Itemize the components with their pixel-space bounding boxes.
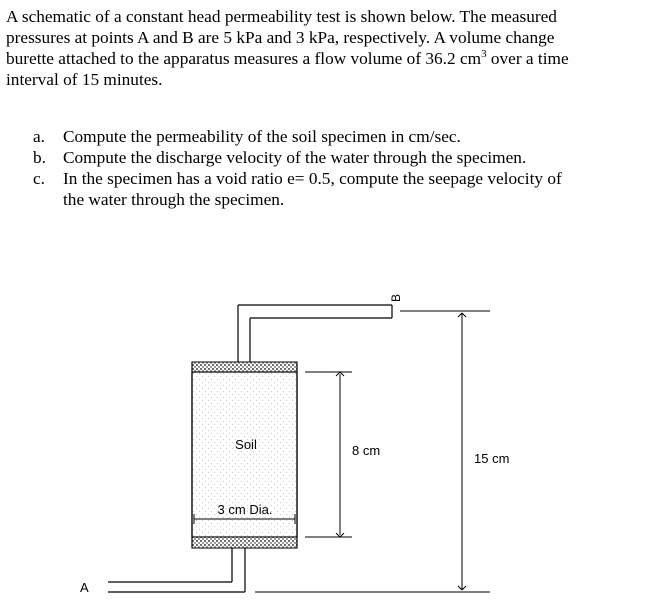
problem-line-2: pressures at points A and B are 5 kPa and 3 kPa, respectively. A volume change	[6, 28, 555, 47]
part-text: Compute the discharge velocity of the water through the specimen.	[63, 148, 527, 167]
problem-line-1: A schematic of a constant head permeability test is shown below. The measured	[6, 7, 557, 26]
problem-line-3-text: burette attached to the apparatus measures a flow volume of 36.2 cm	[6, 49, 482, 68]
part-text-line-2: the water through the specimen.	[63, 190, 285, 209]
part-marker: c.	[33, 169, 45, 188]
part-text-line-1: In the specimen has a void ratio e= 0.5, compute the seepage velocity of	[63, 169, 562, 188]
soil-label: Soil	[235, 437, 257, 452]
part-marker: b.	[33, 148, 46, 167]
length-label: 8 cm	[352, 443, 381, 458]
top-pipe	[238, 305, 392, 362]
top-porous-stone	[192, 362, 297, 372]
head-label: 15 cm	[474, 451, 510, 466]
length-dimension	[305, 372, 352, 537]
bottom-pipe	[108, 548, 245, 592]
problem-line-3-tail: over a time	[486, 49, 569, 68]
bottom-porous-stone	[192, 537, 297, 548]
problem-line-4: interval of 15 minutes.	[6, 70, 163, 89]
part-text: Compute the permeability of the soil specimen in cm/sec.	[63, 127, 461, 146]
point-b-label: B	[389, 293, 403, 303]
point-a-label: A	[80, 580, 89, 595]
cubic-superscript: 3	[481, 48, 487, 61]
part-marker: a.	[33, 127, 45, 146]
diameter-label: 3 cm Dia.	[217, 502, 273, 517]
